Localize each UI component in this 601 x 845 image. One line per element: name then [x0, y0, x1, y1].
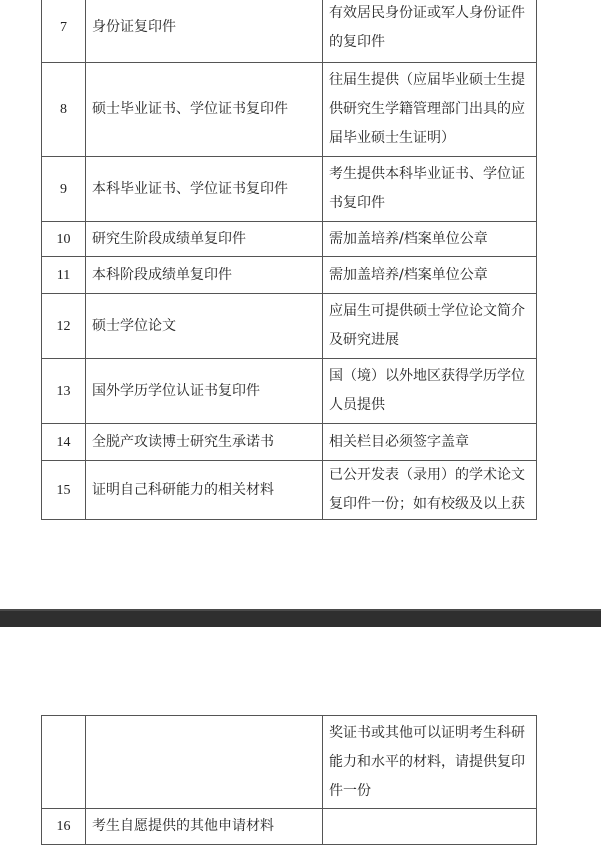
- row-number: 15: [42, 461, 86, 520]
- table-row: [42, 461, 537, 520]
- row-number: 9: [42, 157, 86, 222]
- row-number: 7: [42, 0, 86, 63]
- material-note: 相关栏目必须签字盖章: [323, 424, 537, 461]
- material-item: 考生自愿提供的其他申请材料: [86, 809, 323, 845]
- material-note: 应届生可提供硕士学位论文简介及研究进展: [323, 294, 537, 359]
- material-note: 有效居民身份证或军人身份证件的复印件: [323, 0, 537, 63]
- page-2: [0, 627, 601, 845]
- table-row: [42, 809, 537, 845]
- material-item: [86, 716, 323, 809]
- material-note: 需加盖培养/档案单位公章: [323, 222, 537, 257]
- table-row: [42, 294, 537, 359]
- page-divider: [0, 611, 601, 627]
- row-number: 8: [42, 63, 86, 157]
- row-number: 13: [42, 359, 86, 424]
- row-number: 16: [42, 809, 86, 845]
- material-item: 硕士学位论文: [86, 294, 323, 359]
- material-item: 本科毕业证书、学位证书复印件: [86, 157, 323, 222]
- material-note: [323, 809, 537, 845]
- material-note: 已公开发表（录用）的学术论文复印件一份；如有校级及以上获: [323, 461, 537, 520]
- row-number: 12: [42, 294, 86, 359]
- material-note: 需加盖培养/档案单位公章: [323, 257, 537, 294]
- table-row: [42, 359, 537, 424]
- materials-table-page-2: [41, 715, 537, 845]
- row-number: [42, 716, 86, 809]
- material-item: 证明自己科研能力的相关材料: [86, 461, 323, 520]
- material-note: 考生提供本科毕业证书、学位证书复印件: [323, 157, 537, 222]
- table-row: [42, 424, 537, 461]
- material-item: 本科阶段成绩单复印件: [86, 257, 323, 294]
- table-row: [42, 222, 537, 257]
- table-row: [42, 716, 537, 809]
- row-number: 11: [42, 257, 86, 294]
- material-item: 国外学历学位认证书复印件: [86, 359, 323, 424]
- table-row: [42, 63, 537, 157]
- material-item: 研究生阶段成绩单复印件: [86, 222, 323, 257]
- material-note: 奖证书或其他可以证明考生科研能力和水平的材料，请提供复印件一份: [323, 716, 537, 809]
- material-item: 身份证复印件: [86, 0, 323, 63]
- material-item: 全脱产攻读博士研究生承诺书: [86, 424, 323, 461]
- material-note: 国（境）以外地区获得学历学位人员提供: [323, 359, 537, 424]
- materials-table-page-1: [41, 0, 537, 520]
- table-row: [42, 0, 537, 63]
- table-row: [42, 157, 537, 222]
- table-row: [42, 257, 537, 294]
- material-note: 往届生提供（应届毕业硕士生提供研究生学籍管理部门出具的应届毕业硕士生证明）: [323, 63, 537, 157]
- row-number: 14: [42, 424, 86, 461]
- material-item: 硕士毕业证书、学位证书复印件: [86, 63, 323, 157]
- row-number: 10: [42, 222, 86, 257]
